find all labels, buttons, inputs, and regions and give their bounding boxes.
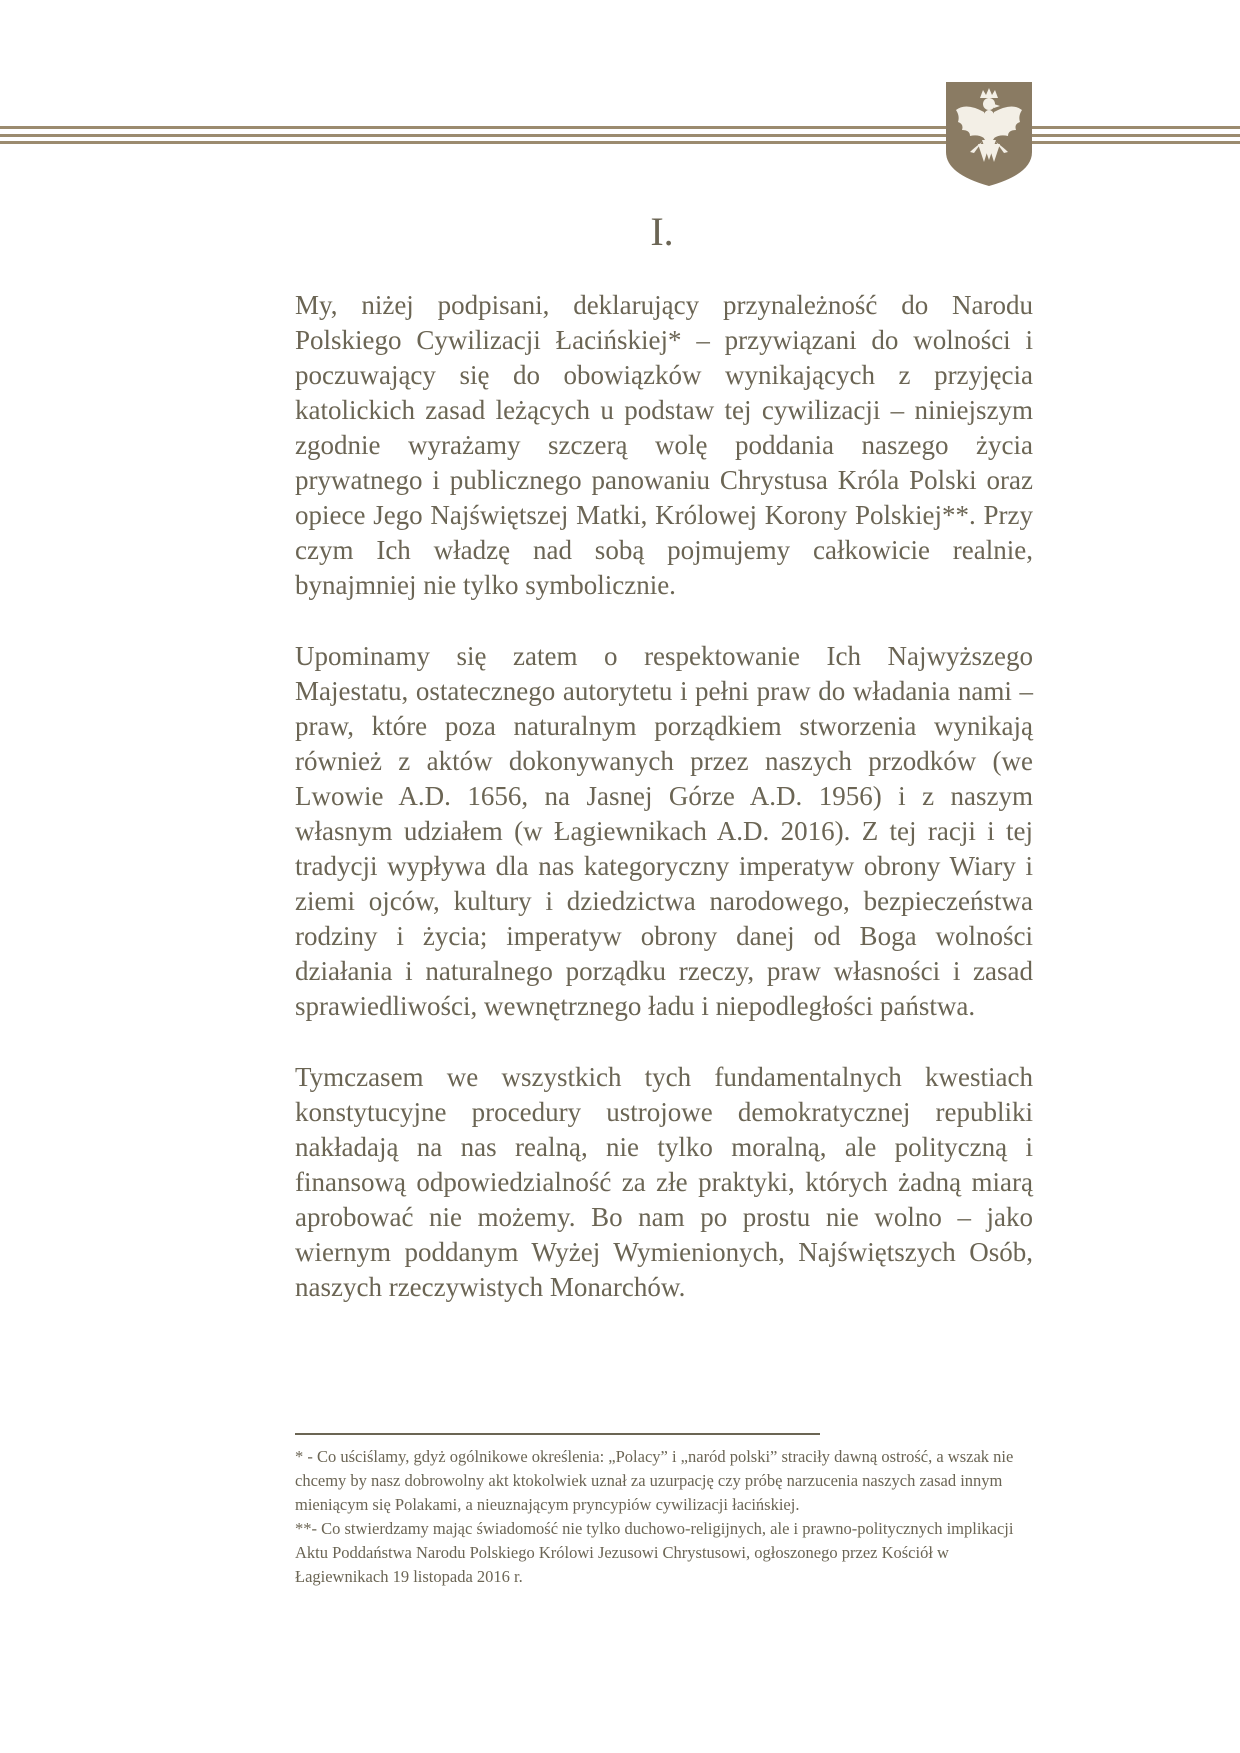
- footnote: **- Co stwierdzamy mając świadomość nie tylko duchowo-religijnych, ale i prawno-politycznych implikacji Aktu Poddaństwa Narodu Polskiego Królowi Jezusowi Chrystusowi, ogłoszonego przez Kościół w Łagiewnikach 19 listopada 2016 r.: [295, 1518, 1014, 1586]
- footnote-rule: [295, 1433, 820, 1435]
- header-rules: [0, 126, 1240, 146]
- chapter-number: I.: [650, 209, 674, 254]
- paragraph: Upominamy się zatem o respektowanie Ich Najwyższego Majestatu, ostatecznego autorytetu i pełni praw do władania nami – praw, które poza naturalnym porządkiem stworzenia wynikają również z aktów dokonywanych przez naszych przodków (we Lwowie A.D. 1656, na Jasnej Górze A.D. 1956) i z naszym własnym udziałem (w Łagiewnikach A.D. 2016). Z tej racji i tej tradycji wypływa dla nas kategoryczny imperatyw obrony Wiary i ziemi ojców, kultury i dziedzictwa narodowego, bezpieczeństwa rodziny i życia; imperatyw obrony danej od Boga wolności działania i naturalnego porządku rzeczy, praw własności i zasad sprawiedliwości, wewnętrznego ładu i niepodległości państwa.: [295, 641, 1033, 1021]
- paragraph: Tymczasem we wszystkich tych fundamentalnych kwestiach konstytucyjne procedury ustrojowe demokratycznej republiki nakładają na nas realną, nie tylko moralną, ale polityczną i finansową odpowiedzialność za złe praktyki, których żadną miarą aprobować nie możemy. Bo nam po prostu nie wolno – jako wiernym poddanym Wyżej Wymienionych, Najświętszych Osób, naszych rzeczywistych Monarchów.: [295, 1062, 1033, 1302]
- header-rule: [0, 141, 1240, 144]
- header-rule: [0, 126, 1240, 129]
- header-rule: [0, 134, 1240, 137]
- body-text: [295, 288, 1033, 1341]
- footnotes: [295, 1433, 1035, 1589]
- footnote: * - Co uściślamy, gdyż ogólnikowe określenia: „Polacy” i „naród polski” straciły dawną ostrość, a wszak nie chcemy by nasz dobrowolny akt ktokolwiek uznał za uzurpację czy próbę narzucenia naszych zasad innym mieniącym się Polakami, a nieuznającym pryncypiów cywilizacji łacińskiej.: [295, 1446, 1014, 1514]
- paragraph: My, niżej podpisani, deklarujący przynależność do Narodu Polskiego Cywilizacji Łacińskiej* – przywiązani do wolności i poczuwający się do obowiązków wynikających z przyjęcia katolickich zasad leżących u podstaw tej cywilizacji – niniejszym zgodnie wyrażamy szczerą wolę poddania naszego życia prywatnego i publicznego panowaniu Chrystusa Króla Polski oraz opiece Jego Najświętszej Matki, Królowej Korony Polskiej**. Przy czym Ich władzę nad sobą pojmujemy całkowicie realnie, bynajmniej nie tylko symbolicznie.: [295, 290, 1033, 600]
- polish-eagle-coat-of-arms-icon: [944, 80, 1034, 188]
